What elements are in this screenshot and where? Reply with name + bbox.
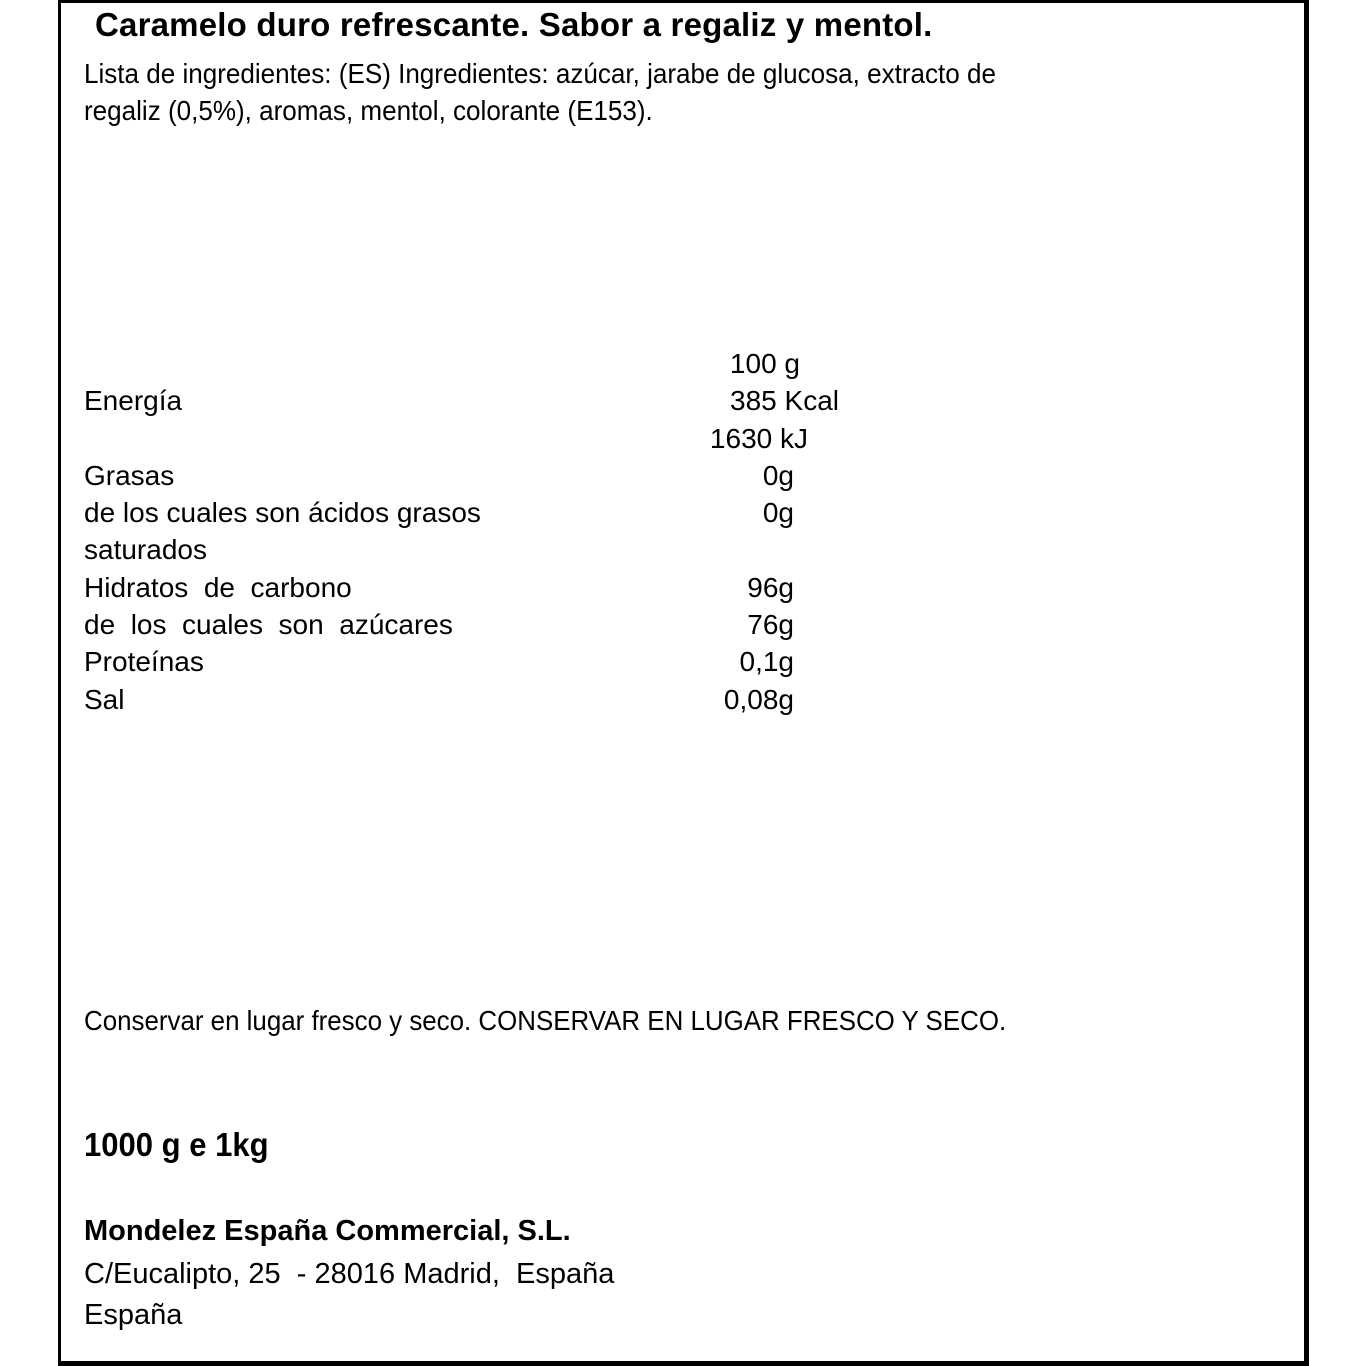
manufacturer-name: Mondelez España Commercial, S.L. (84, 1215, 571, 1247)
nutrition-label: Proteínas (84, 646, 204, 678)
nutrition-value: 96g (747, 571, 794, 603)
nutrition-row-fat (84, 457, 844, 494)
product-description: Caramelo duro refrescante. Sabor a regaliz y mentol. (95, 6, 933, 43)
manufacturer-country: España (84, 1299, 183, 1331)
nutrition-value: 76g (747, 609, 794, 641)
nutrition-column-header: 100 g (729, 348, 800, 379)
nutrition-row-carbohydrates (84, 569, 844, 606)
storage-instructions: Conservar en lugar fresco y seco. CONSERVAR EN LUGAR FRESCO Y SECO. (84, 1005, 1007, 1036)
nutrition-row-salt (84, 681, 844, 718)
nutrition-row-energy-kj (84, 420, 844, 457)
nutrition-label: de los cuales son azúcares (84, 609, 453, 641)
nutrition-row-saturated-cont (84, 531, 844, 568)
nutrition-label: de los cuales son ácidos grasos (84, 497, 481, 529)
nutrition-label: saturados (84, 534, 207, 566)
nutrition-row-saturated-fat (84, 494, 844, 531)
ingredients-line-2: regaliz (0,5%), aromas, mentol, colorante (E153). (84, 95, 653, 126)
nutrition-row-protein (84, 643, 844, 680)
nutrition-value: 0g (762, 497, 794, 529)
net-weight: 1000 g e 1kg (84, 1126, 269, 1163)
nutrition-header-row (84, 345, 844, 382)
nutrition-label: Grasas (84, 459, 175, 491)
nutrition-table (84, 345, 844, 718)
nutrition-value: 385 Kcal (730, 385, 839, 417)
nutrition-value: 0,1g (739, 646, 794, 678)
nutrition-value: 0,08g (723, 683, 794, 715)
manufacturer-address: C/Eucalipto, 25 - 28016 Madrid, España (84, 1258, 615, 1290)
ingredients-line-1: Lista de ingredientes: (ES) Ingredientes: azúcar, jarabe de glucosa, extracto de (84, 58, 996, 89)
nutrition-row-energy-kcal (84, 382, 844, 419)
nutrition-row-sugars (84, 606, 844, 643)
ingredients-list (84, 55, 1181, 129)
nutrition-label: Energía (84, 385, 183, 417)
nutrition-label: Hidratos de carbono (84, 571, 352, 603)
nutrition-label: Sal (84, 683, 125, 715)
nutrition-value: 1630 kJ (709, 422, 808, 454)
nutrition-value: 0g (762, 459, 794, 491)
